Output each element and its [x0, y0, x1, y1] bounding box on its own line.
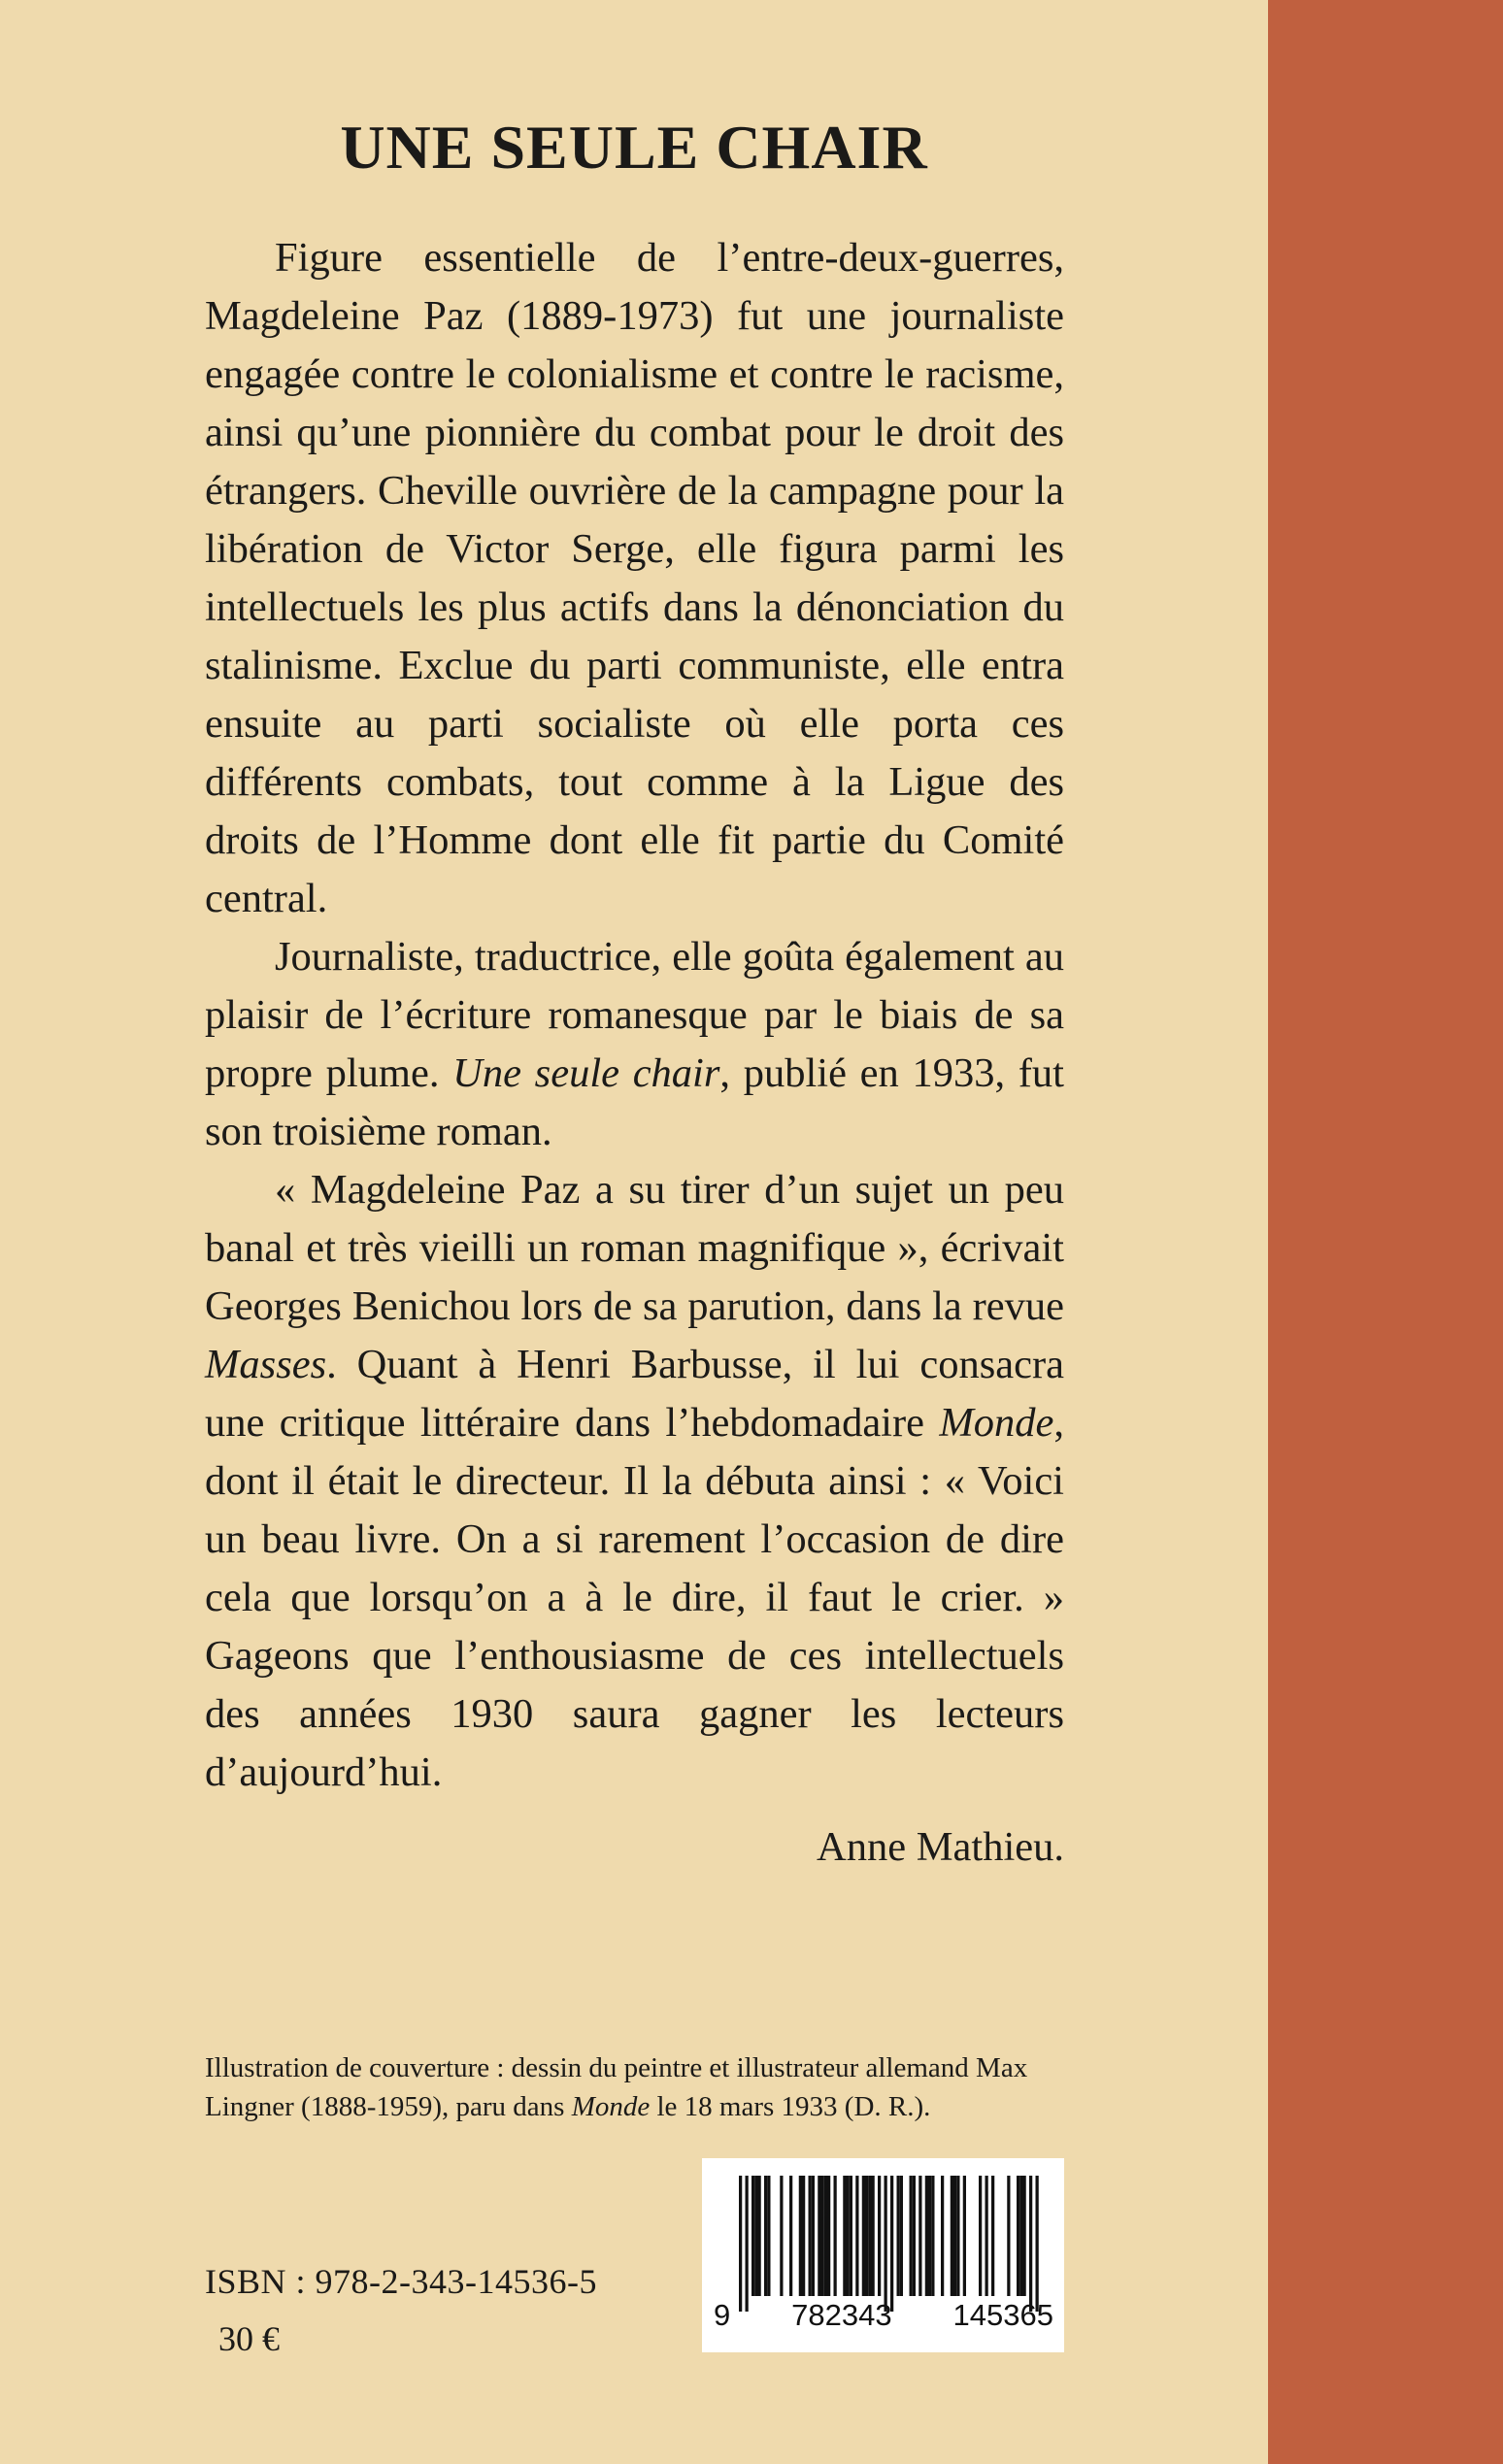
barcode-bar	[951, 2176, 953, 2296]
barcode-bar	[963, 2176, 966, 2296]
barcode-bar	[872, 2176, 875, 2296]
credit-text-start: Illustration de couverture : dessin du peintre et illustrateur allemand Max Lingner (1888-1959), paru dans	[205, 2052, 1028, 2122]
barcode-bar	[956, 2176, 959, 2296]
barcode-bar	[913, 2176, 916, 2296]
barcode-bar	[754, 2176, 757, 2296]
barcode-bar	[1029, 2176, 1032, 2312]
barcode-digits-right: 145365	[952, 2298, 1053, 2332]
blurb-paragraph-3-middle: . Quant à Henri Barbusse, il lui consacra une critique littéraire dans l’hebdomadaire	[205, 1342, 1064, 1446]
barcode-bar	[991, 2176, 994, 2296]
barcode-bar	[850, 2176, 852, 2296]
barcode-bar	[821, 2176, 824, 2296]
blurb-paragraph-3-start: « Magdeleine Paz a su tirer d’un sujet un peu banal et très vieilli un roman magnifique », écrivait Georges Benichou lors de sa parution, dans la revue	[205, 1167, 1064, 1329]
barcode-digit-lead: 9	[714, 2298, 731, 2332]
barcode-digits-left: 782343	[791, 2298, 892, 2332]
blurb-paragraph-2-end: , publié en 1933, fut son troisième roman.	[205, 1050, 1064, 1154]
barcode-bar	[812, 2176, 815, 2296]
barcode-bar	[897, 2176, 900, 2296]
barcode-digits	[714, 2296, 1053, 2335]
barcode-bar	[818, 2176, 820, 2296]
barcode-bar	[878, 2176, 881, 2296]
price: 30 €	[218, 2319, 280, 2358]
barcode-bar	[789, 2176, 792, 2296]
barcode	[702, 2158, 1064, 2352]
barcode-bar	[1007, 2176, 1010, 2296]
blurb-paragraph-2	[205, 928, 1064, 1161]
barcode-bar	[847, 2176, 850, 2296]
isbn: ISBN : 978-2-343-14536-5	[205, 2262, 597, 2301]
barcode-bar	[834, 2176, 837, 2296]
blurb-paragraph-1: Figure essentielle de l’entre-deux-guerres, Magdeleine Paz (1889-1973) fut une journaliste engagée contre le colonialisme et contre le racisme, ainsi qu’une pionnière du combat pour le droit des étrangers. Cheville ouvrière de la campagne pour la libération de Victor Serge, elle figura parmi les intellectuels les plus actifs dans la dénonciation du stalinisme. Exclue du parti communiste, elle entra ensuite au parti socialiste où elle porta ces différents combats, tout comme à la Ligue des droits de l’Homme dont elle fit partie du Comité central.	[205, 235, 1064, 921]
barcode-bar	[843, 2176, 846, 2296]
spine	[1268, 0, 1503, 2464]
journal-masses: Masses	[205, 1342, 327, 1387]
barcode-bar	[925, 2176, 928, 2296]
credit-journal: Monde	[571, 2091, 651, 2122]
barcode-bar	[824, 2176, 827, 2296]
journal-monde: Monde	[939, 1400, 1054, 1446]
blurb-paragraph-3-end: , dont il était le directeur. Il la débuta ainsi : « Voici un beau livre. On a si rarement l’occasion de dire cela que lorsqu’on a à le dire, il faut le crier. » Gageons que l’enthousiasme de ces intellectuels des années 1930 saura gagner les lecteurs d’aujourd’hui.	[205, 1400, 1064, 1795]
barcode-bar	[885, 2176, 887, 2312]
barcode-bar	[1036, 2176, 1039, 2312]
barcode-bar	[918, 2176, 921, 2296]
book-title: UNE SEULE CHAIR	[340, 113, 928, 182]
barcode-bar	[802, 2176, 805, 2296]
blurb-paragraph-3	[205, 1161, 1064, 1802]
barcode-bar	[799, 2176, 802, 2296]
barcode-bar	[985, 2176, 988, 2296]
barcode-bar	[1017, 2176, 1019, 2296]
barcode-bar	[865, 2176, 868, 2296]
barcode-bar	[827, 2176, 830, 2296]
illustration-credit	[205, 2048, 1079, 2126]
barcode-bar	[1019, 2176, 1022, 2296]
barcode-bar	[928, 2176, 931, 2296]
barcode-bar	[862, 2176, 865, 2296]
blurb-paragraph-2-start: Journaliste, traductrice, elle goûta également au plaisir de l’écriture romanesque par le biais de sa propre plume.	[205, 934, 1064, 1096]
barcode-bar	[868, 2176, 871, 2296]
barcode-bar	[910, 2176, 913, 2296]
barcode-bar	[890, 2176, 893, 2312]
barcode-bar	[809, 2176, 812, 2296]
barcode-bar	[767, 2176, 770, 2296]
blurb	[205, 229, 1064, 1802]
author-signature: Anne Mathieu.	[817, 1824, 1064, 1870]
book-title-italic: Une seule chair	[452, 1050, 720, 1096]
barcode-bar	[931, 2176, 934, 2296]
barcode-bar	[941, 2176, 944, 2296]
barcode-bar	[900, 2176, 903, 2296]
barcode-bar	[746, 2176, 749, 2312]
barcode-bar	[739, 2176, 742, 2312]
barcode-bar	[764, 2176, 767, 2296]
barcode-bar	[1023, 2176, 1026, 2296]
credit-text-end: le 18 mars 1933 (D. R.).	[656, 2091, 931, 2122]
barcode-bar	[752, 2176, 754, 2296]
barcode-bar	[979, 2176, 982, 2296]
barcode-bar	[758, 2176, 761, 2296]
barcode-bar	[953, 2176, 956, 2296]
barcode-bar	[780, 2176, 783, 2296]
barcode-bar	[855, 2176, 858, 2296]
